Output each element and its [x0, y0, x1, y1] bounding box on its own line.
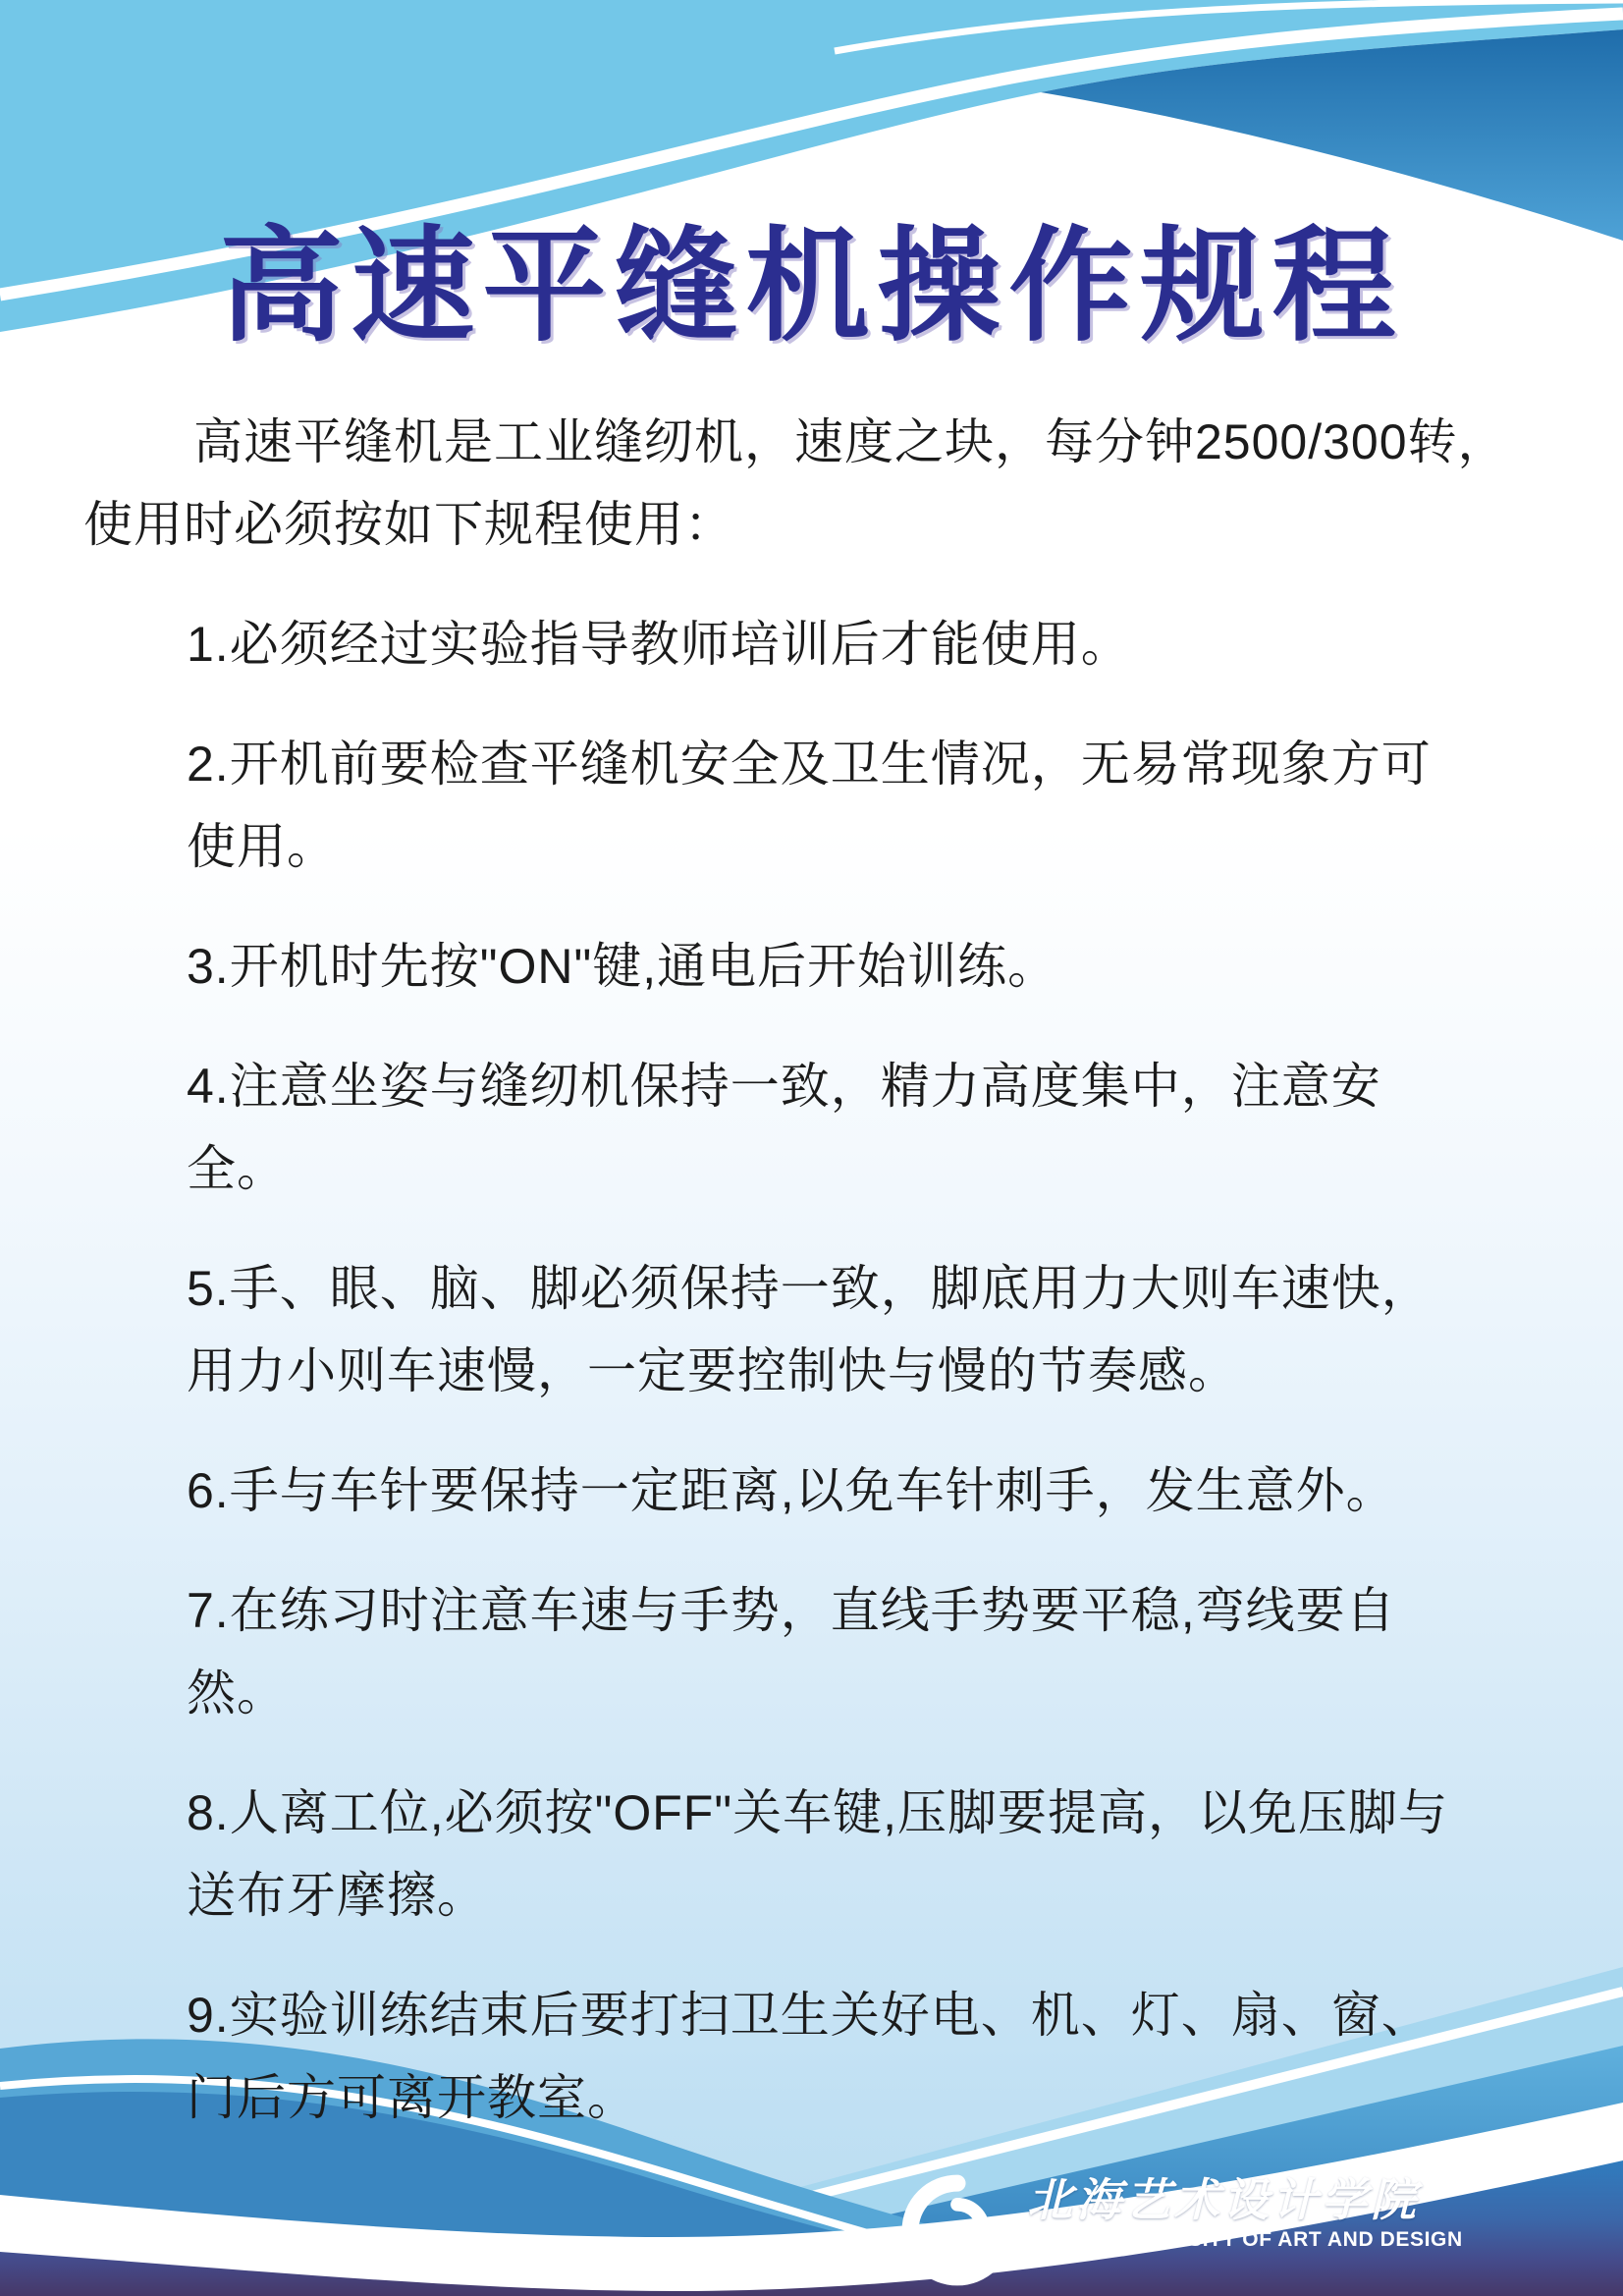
university-logo-text	[1027, 2172, 1463, 2253]
rule-item-1: 1.必须经过实验指导教师培训后才能使用。	[187, 617, 1131, 672]
rule-item-3: 3.开机时先按"ON"键,通电后开始训练。	[187, 939, 1058, 994]
page-title: 高速平缝机操作规程	[219, 217, 1404, 355]
rule-item-7: 7.在练习时注意车速与手势，直线手势要平稳,弯线要自然。	[187, 1583, 1396, 1721]
rule-item-5: 5.手、眼、脑、脚必须保持一致，脚底用力大则车速快，用力小则车速慢，一定要控制快与慢的节奏感。	[187, 1261, 1432, 1398]
rule-item-6: 6.手与车针要保持一定距离,以免车针刺手，发生意外。	[187, 1463, 1396, 1518]
university-name-en: BEIHAI UNIVERSITY OF ART AND DESIGN	[1027, 2228, 1463, 2251]
university-swirl-icon	[901, 2174, 1013, 2286]
rule-item-9: 9.实验训练结束后要打扫卫生关好电、机、灯、扇、窗、门后方可离开教室。	[187, 1988, 1432, 2125]
intro-paragraph: 高速平缝机是工业缝纫机，速度之块，每分钟2500/300转，使用时必须按如下规程使用：	[83, 414, 1508, 552]
university-logo	[901, 2172, 1463, 2286]
rule-item-2: 2.开机前要检查平缝机安全及卫生情况，无易常现象方可使用。	[187, 737, 1432, 874]
rule-item-4: 4.注意坐姿与缝纫机保持一致，精力高度集中，注意安全。	[187, 1059, 1381, 1196]
rule-item-8: 8.人离工位,必须按"OFF"关车键,压脚要提高，以免压脚与送布牙摩擦。	[187, 1785, 1448, 1923]
university-name-cn: 北海艺术设计学院	[1027, 2174, 1420, 2225]
